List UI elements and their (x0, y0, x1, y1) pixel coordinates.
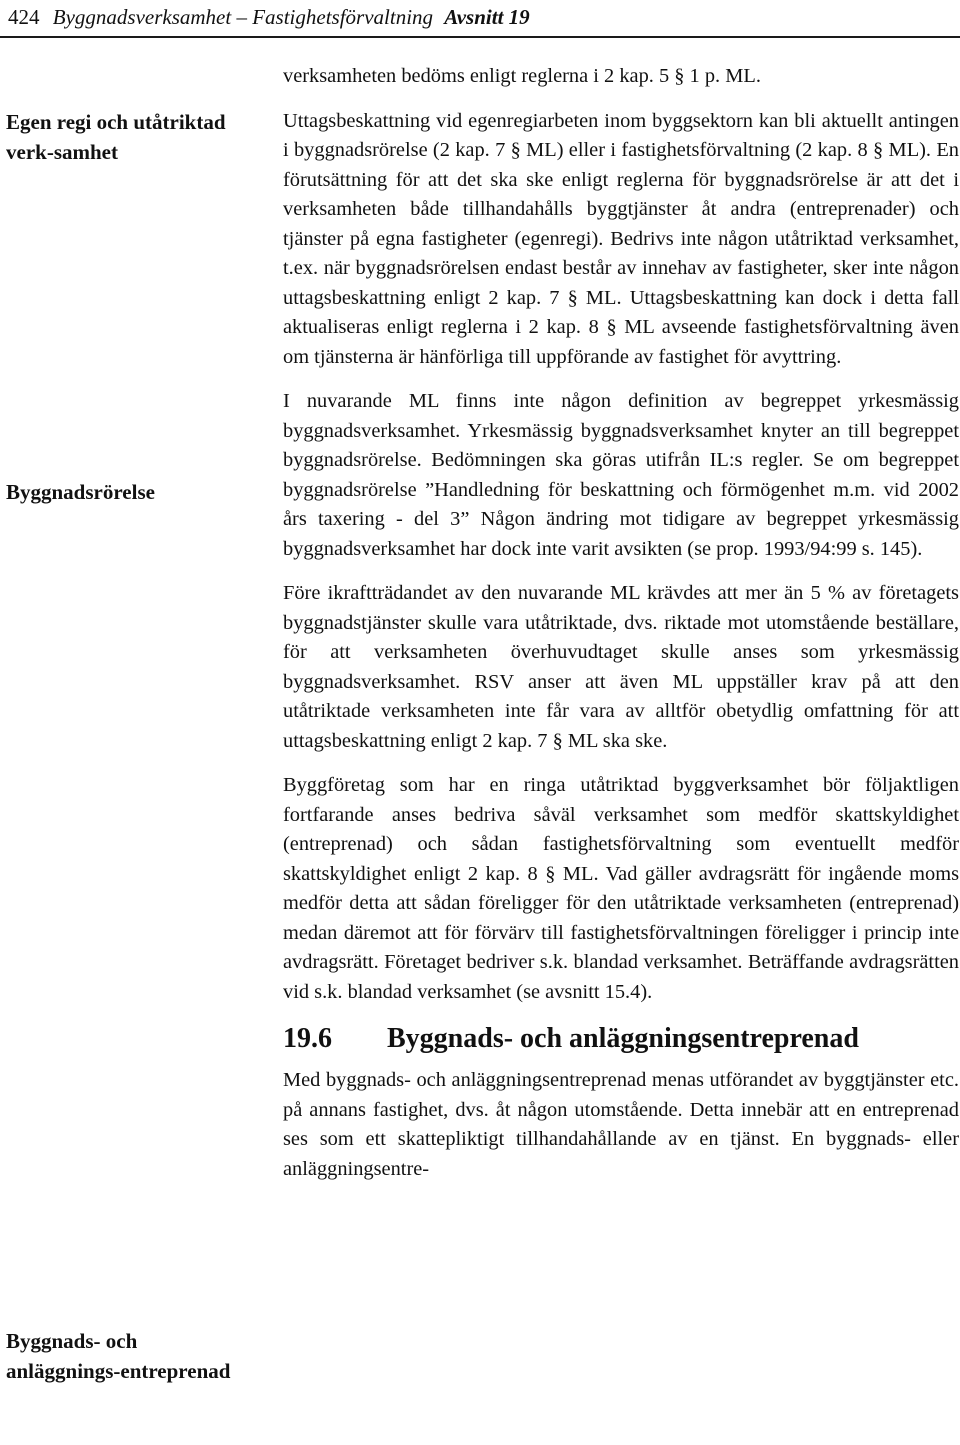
header-rule (0, 36, 960, 38)
paragraph-history: Före ikraftträdandet av den nuvarande ML krävdes att mer än 5 % av företagets byggnadstjänster skulle vara utåtriktade, dvs. riktade mot utomstående beställare, för att verksamheten överhuvudtaget skulle anses som yrkesmässig byggnadsverksamhet. RSV anser att även ML uppställer krav på att den utåtriktade verksamheten inte får vara av alltför obetydlig omfattning för att uttagsbeskattning enligt 2 kap. 7 § ML ska ske. (283, 582, 959, 752)
page-number: 424 (8, 5, 40, 29)
body-column (283, 62, 959, 1199)
running-title: Byggnadsverksamhet – Fastighetsförvaltning (52, 5, 434, 29)
section-number: 19.6 (283, 1023, 332, 1054)
margin-note-entreprenad: Byggnads- och anläggnings-entreprenad (6, 1329, 231, 1383)
section-heading (283, 1022, 959, 1056)
paragraph-uttagsbeskattning: Uttagsbeskattning vid egenregiarbeten inom byggsektorn kan bli aktuellt antingen i byggnadsrörelse (2 kap. 7 § ML) eller i fastighetsförvaltning (2 kap. 8 § ML). En förutsättning för att det ska ske enligt reglerna för byggnadsrörelse är att det i verksamheten både tillhandahålls byggtjänster åt andra (entreprenader) och tjänster på egna fastigheter (egenregi). Bedrivs inte någon utåtriktad verksamhet, t.ex. när byggnadsrörelsen endast består av innehav av fastigheter, sker inte någon uttagsbeskattning enligt 2 kap. 7 § ML. Uttagsbeskattning kan dock i detta fall aktualiseras enligt reglerna i 2 kap. 8 § ML avseende fastighetsförvaltning även om tjänsterna är hänförliga till uppförande av fastighet för avyttring. (283, 109, 959, 368)
section-title: Byggnads- och anläggningsentreprenad (387, 1023, 859, 1054)
paragraph-intro: verksamheten bedöms enligt reglerna i 2 kap. 5 § 1 p. ML. (283, 65, 761, 87)
running-section: Avsnitt 19 (444, 5, 530, 29)
margin-note-byggnadsrorelse: Byggnadsrörelse (6, 480, 155, 504)
paragraph-entreprenad: Med byggnads- och anläggningsentreprenad menas utförandet av byggtjänster etc. på annans fastighet, dvs. åt någon utomstående. Detta innebär att en entreprenad ses som ett skattepliktigt tillhandahållande av en tjänst. En byggnads- eller anläggningsentre- (283, 1069, 959, 1180)
paragraph-definition: I nuvarande ML finns inte någon definition av begreppet yrkesmässig byggnadsverksamhet. Yrkesmässig byggnadsverksamhet knyter an till begreppet byggnadsrörelse. Bedömningen ska göras utifrån IL:s regler. Se om begreppet byggnadsrörelse ”Handledning för beskattning och förmögenhet m.m. vid 2002 års taxering - del 3” Någon ändring mot tidigare av begreppet yrkesmässig byggnadsverksamhet har dock inte varit avsikten (se prop. 1993/94:99 s. 145). (283, 390, 959, 560)
page-header (8, 2, 530, 34)
paragraph-byggforetag: Byggföretag som har en ringa utåtriktad byggverksamhet bör följaktligen fortfarande anses bedriva såväl verksamhet som medför skattskyldighet (entreprenad) och sådan fastighetsförvaltning som eventuellt medför skattskyldighet enligt 2 kap. 8 § ML. Vad gäller avdragsrätt för ingående moms medför detta att sådan föreligger för den utåtriktade verksamheten (entreprenad) medan däremot att för förvärv till fastighetsförvaltningen föreligger i princip inte avdragsrätt. Företaget bedriver s.k. blandad verksamhet. Beträffande avdragsrätten vid s.k. blandad verksamhet (se avsnitt 15.4). (283, 774, 959, 1003)
margin-note-egen-regi: Egen regi och utåtriktad verk-samhet (6, 110, 226, 164)
